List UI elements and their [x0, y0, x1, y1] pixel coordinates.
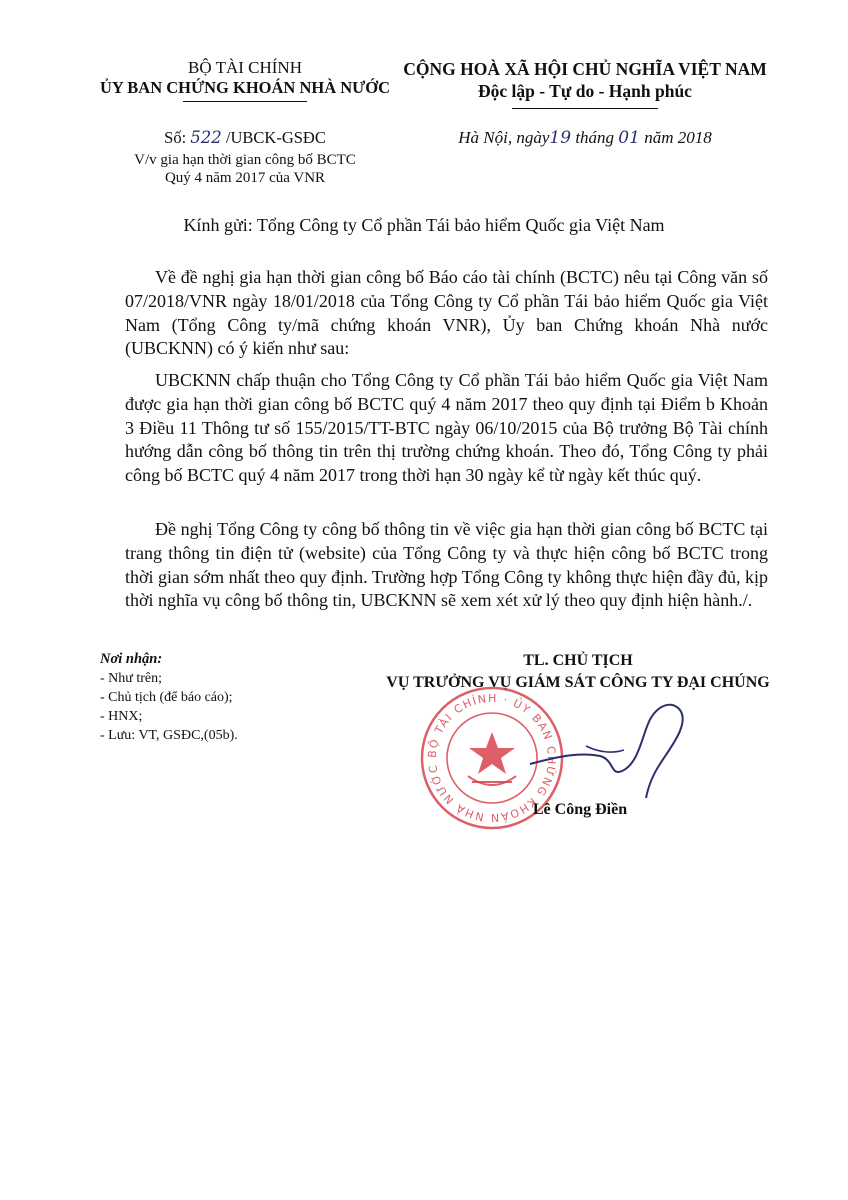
body-paragraph: Về đề nghị gia hạn thời gian công bố Báo cáo tài chính (BCTC) nêu tại Công văn số 07/2018/VNR ngày 18/01/2018 của Tổng Công ty Cổ phần Tái bảo hiểm Quốc gia Việt Nam (Tổng Công ty/mã chứng khoán VNR), Ủy ban Chứng khoán Nhà nước (UBCKNN) có ý kiến như sau:: [125, 267, 768, 359]
recipients-list: [100, 650, 360, 745]
handwritten-day: 19: [549, 128, 572, 148]
signer-name: Lê Công Điền: [532, 801, 628, 818]
agency-underline: [183, 101, 307, 102]
recipients-title: Nơi nhận:: [100, 651, 163, 667]
national-motto: Độc lập - Tự do - Hạnh phúc: [478, 81, 692, 101]
ministry-name: BỘ TÀI CHÍNH: [188, 58, 302, 77]
list-item: - HNX;: [100, 709, 143, 724]
seal-text: BỘ TÀI CHÍNH · ỦY BAN CHỨNG KHOÁN NHÀ NƯỚC: [425, 691, 559, 825]
list-item: - Lưu: VT, GSĐC,(05b).: [100, 728, 238, 743]
document-subject: V/v gia hạn thời gian công bố BCTC Quý 4 năm 2017 của VNR: [134, 152, 356, 186]
agency-name: ỦY BAN CHỨNG KHOÁN NHÀ NƯỚC: [99, 78, 391, 97]
list-item: - Như trên;: [100, 671, 163, 686]
list-item: - Chủ tịch (để báo cáo);: [100, 690, 233, 705]
document-number: Số: 522 /UBCK-GSĐC: [164, 128, 326, 147]
issuer-header: [80, 58, 410, 98]
recipient-line: Kính gửi: Tổng Công ty Cổ phần Tái bảo hiểm Quốc gia Việt Nam: [183, 215, 665, 235]
handwritten-month: 01: [618, 128, 640, 148]
handwritten-number: 522: [190, 128, 222, 147]
handwritten-signature: [520, 694, 720, 804]
body-paragraph: UBCKNN chấp thuận cho Tổng Công ty Cổ phần Tái bảo hiểm Quốc gia Việt Nam được gia hạn thời gian công bố BCTC quý 4 năm 2017 theo quy định tại Điểm b Khoản 3 Điều 11 Thông tư số 155/2015/TT-BTC ngày 06/10/2015 của Bộ trưởng Bộ Tài chính hướng dẫn công bố thông tin trên thị trường chứng khoán. Theo đó, Tổng Công ty phải công bố BCTC quý 4 năm 2017 trong thời hạn 30 ngày kể từ ngày kết thúc quý.: [125, 370, 768, 486]
place-date: Hà Nội, ngày19 tháng 01 năm 2018: [458, 128, 712, 148]
motto-underline: [512, 108, 658, 109]
signatory-title: VỤ TRƯỞNG VỤ GIÁM SÁT CÔNG TY ĐẠI CHÚNG: [386, 674, 770, 691]
signatory-authority: TL. CHỦ TỊCH: [523, 652, 633, 669]
body-paragraph: Đề nghị Tổng Công ty công bố thông tin về việc gia hạn thời gian công bố BCTC tại trang thông tin điện tử (website) của Tổng Công ty và thực hiện công bố BCTC trong thời gian sớm nhất theo quy định. Trường hợp Tổng Công ty không thực hiện đầy đủ, kịp thời nghĩa vụ công bố thông tin, UBCKNN sẽ xem xét xử lý theo quy định hiện hành./.: [125, 519, 768, 611]
nation-name: CỘNG HOÀ XÃ HỘI CHỦ NGHĨA VIỆT NAM: [403, 59, 767, 79]
national-header: [395, 58, 775, 102]
